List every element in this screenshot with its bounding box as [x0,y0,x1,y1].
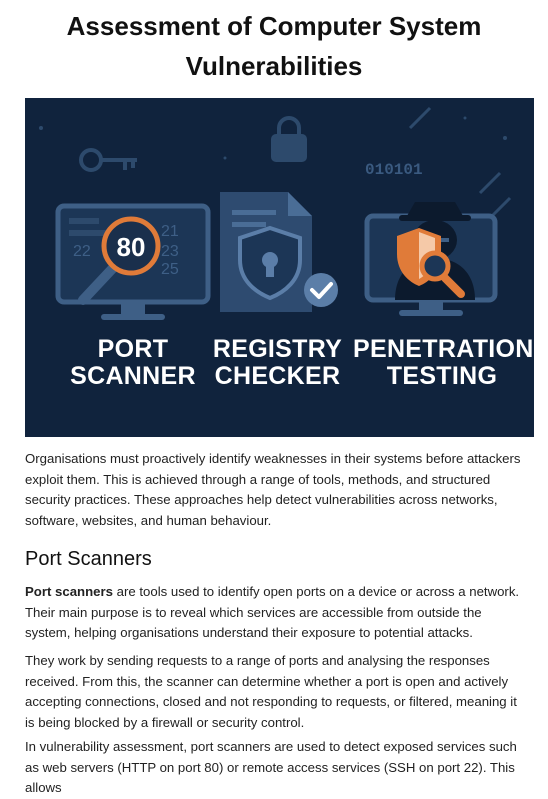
padlock-icon [273,118,305,160]
screen-number: 21 [161,223,179,240]
caption-line: CHECKER [214,362,341,390]
screen-number: 25 [161,261,179,278]
caption-registry-checker [210,336,345,390]
hero-illustration [25,98,534,437]
port-scanners-paragraph-2: They work by sending requests to a range of ports and analysing the responses received. From this, the scanner can determine whether a port is open and actively accepting connections, closed and not responding to requests, or filtered, meaning it is being blocked by a firewall or security control. [25,653,517,730]
bold-term: Port scanners [25,584,113,599]
port-scanners-paragraph-3: In vulnerability assessment, port scanners are used to detect exposed services such as web servers (HTTP on port 80) or remote access services (SSH on port 22). This allows [25,739,517,795]
checkmark-icon [304,273,338,307]
section-heading: Port Scanners [25,548,152,570]
port-scanners-paragraph-1 [25,582,530,644]
caption-port-scanner [63,336,203,390]
caption-line: SCANNER [70,362,196,390]
page-title: Assessment of Computer System Vulnerabilities [66,11,482,81]
port-number: 80 [116,232,146,262]
registry-document-icon [220,192,312,312]
intro-paragraph: Organisations must proactively identify weaknesses in their systems before attackers exploit them. This is achieved through a range of tools, methods, and structured security practices. These approaches help detect vulnerabilities across networks, software, websites, and human behaviour. [25,451,521,528]
caption-line: PORT [97,335,169,363]
caption-penetration-testing [353,335,534,390]
paragraph-text: are tools used to identify open ports on a device or across a network. Their main purpose is to reveal which services are accessible from outside the system, helping organisations understand their exposure to potential attacks. [25,584,520,640]
binary-text: 010101 [365,161,423,179]
caption-line: REGISTRY [212,335,343,363]
screen-number: 22 [73,243,91,260]
arrows-decoration-icon [410,108,510,218]
key-icon [81,150,137,170]
screen-number: 23 [161,243,179,260]
caption-line: TESTING [386,362,498,390]
caption-line: PENETRATION [353,335,534,363]
